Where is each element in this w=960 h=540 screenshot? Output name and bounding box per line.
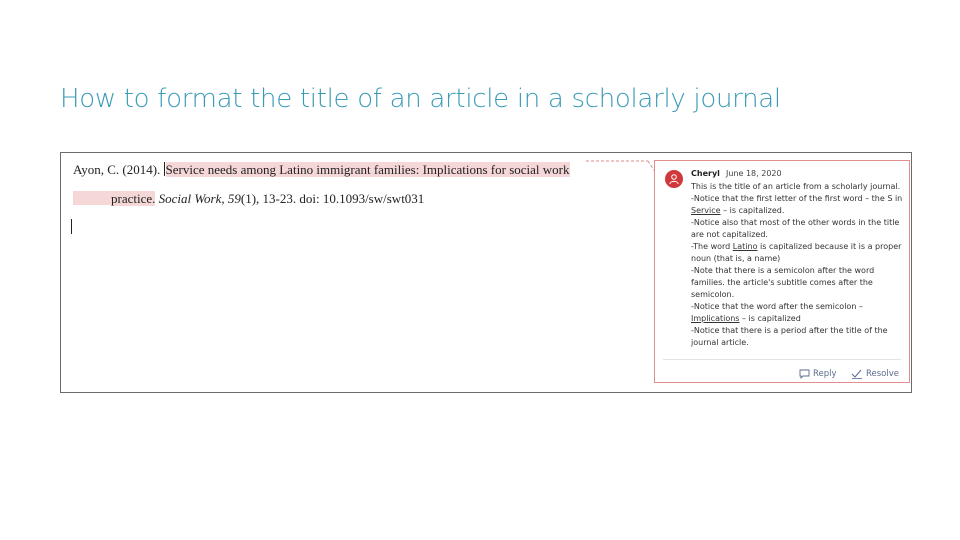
comment-link-implications: Implications bbox=[691, 314, 740, 323]
person-icon bbox=[668, 173, 680, 185]
article-title-end-highlight[interactable]: practice. bbox=[111, 191, 156, 206]
comment-link-service: Service bbox=[691, 206, 721, 215]
text-cursor bbox=[71, 219, 72, 234]
comment-text bbox=[691, 181, 906, 349]
comment-line: Implications – is capitalized bbox=[691, 314, 801, 323]
comment-line: -Notice that the word after the semicolon – bbox=[691, 302, 863, 311]
comment-line: This is the title of an article from a scholarly journal. bbox=[691, 182, 901, 191]
comment-line: Service – is capitalized. bbox=[691, 206, 785, 215]
comment-author: Cheryl bbox=[691, 169, 720, 178]
resolve-label: Resolve bbox=[866, 369, 900, 379]
comment-line: -Notice also that most of the other words in the title bbox=[691, 218, 900, 227]
resolve-button[interactable] bbox=[851, 369, 899, 379]
comment-date: June 18, 2020 bbox=[726, 169, 782, 178]
citation-line-2: practice. Social Work, 59(1), 13-23. doi: 10.1093/sw/swt031 bbox=[73, 191, 424, 207]
comment-line: -Note that there is a semicolon after the word bbox=[691, 266, 875, 275]
reply-icon bbox=[799, 369, 810, 379]
journal-name: Social Work bbox=[158, 191, 222, 206]
comment-card[interactable] bbox=[654, 160, 910, 383]
article-title-highlight[interactable]: Service needs among Latino immigrant families: Implications for social work bbox=[165, 162, 570, 177]
slide-title: How to format the title of an article in a scholarly journal bbox=[60, 84, 781, 114]
citation-line-1 bbox=[73, 162, 570, 178]
comment-line: families. the article's subtitle comes after the bbox=[691, 278, 873, 287]
indent-highlight bbox=[73, 191, 111, 205]
comment-link-latino: Latino bbox=[732, 242, 758, 251]
comment-line: -The word Latino is capitalized because it is a proper bbox=[691, 242, 902, 251]
comment-line: semicolon. bbox=[691, 290, 735, 299]
comment-line: are not capitalized. bbox=[691, 230, 768, 239]
journal-volume: 59 bbox=[227, 191, 241, 206]
comment-line: -Notice that there is a period after the title of the bbox=[691, 326, 888, 335]
reply-label: Reply bbox=[813, 369, 837, 379]
comment-line: noun (that is, a name) bbox=[691, 254, 781, 263]
comment-divider bbox=[663, 359, 901, 360]
document-body[interactable] bbox=[61, 153, 651, 392]
citation-author-year: Ayon, C. (2014). bbox=[73, 162, 164, 177]
comment-line: -Notice that the first letter of the first word – the S in bbox=[691, 194, 903, 203]
citation-issue-pages-doi: (1), 13-23. doi: 10.1093/sw/swt031 bbox=[240, 191, 425, 206]
comment-line: journal article. bbox=[691, 338, 749, 347]
reply-button[interactable] bbox=[799, 369, 837, 379]
avatar bbox=[665, 170, 683, 188]
selection-start-caret bbox=[164, 162, 165, 176]
document-screenshot bbox=[60, 152, 912, 393]
resolve-icon bbox=[851, 369, 863, 379]
comment-connector-line bbox=[586, 159, 656, 175]
